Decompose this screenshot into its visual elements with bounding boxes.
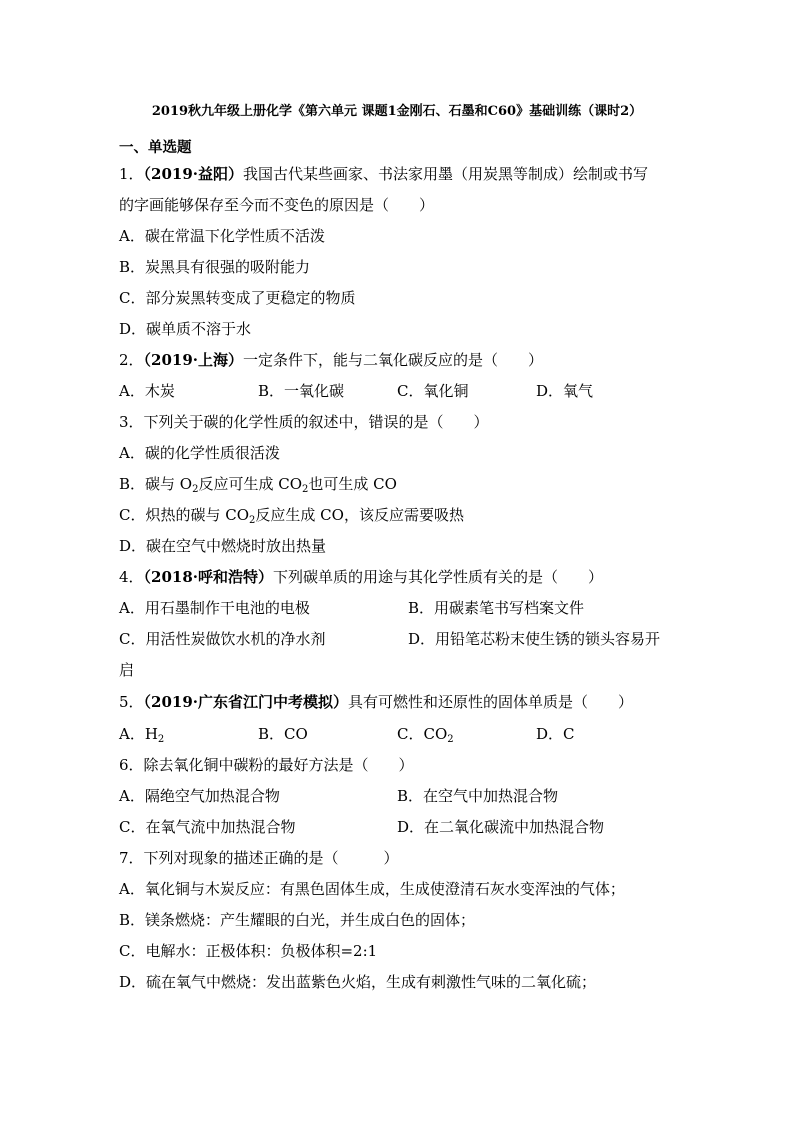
q4-option-c: C．用活性炭做饮水机的净水剂 [119,630,326,648]
q7-option-d: D．硫在氧气中燃烧：发出蓝紫色火焰，生成有刺激性气味的二氧化硫； [119,973,597,991]
question-3-stem: 3．下列关于碳的化学性质的叙述中，错误的是（ ） [119,413,489,431]
question-number: 2． [119,351,144,369]
q6-option-a: A．隔绝空气加热混合物 [119,787,280,805]
question-text: 具有可燃性和还原性的固体单质是（ ） [348,693,634,711]
q3-option-c [119,505,464,525]
question-source: （2019·广东省江门中考模拟） [143,693,349,711]
option-text: 反应可生成 CO [198,475,303,493]
q1-option-a: A．碳在常温下化学性质不活泼 [119,227,325,245]
subscript: 2 [192,484,199,495]
q2-option-c: C．氧化铜 [397,382,469,400]
q7-option-a: A．氧化铜与木炭反应：有黑色固体生成，生成使澄清石灰水变浑浊的气体； [119,880,625,898]
q7-option-c: C．电解水：正极体积：负极体积=2:1 [119,942,378,960]
question-7-stem: 7．下列对现象的描述正确的是（ ） [119,849,399,867]
question-5-stem [119,692,633,712]
question-text: 我国古代某些画家、书法家用墨（用炭黑等制成）绘制或书写 [243,165,649,183]
question-text: 一定条件下，能与二氧化碳反应的是（ ） [243,351,544,369]
option-text: 也可生成 CO [308,475,397,493]
question-number: 5． [119,693,144,711]
q3-option-b [119,474,397,494]
question-1-stem [119,164,648,184]
question-text: 下列碳单质的用途与其化学性质有关的是（ ） [273,568,604,586]
q5-option-b: B．CO [258,725,308,743]
option-text: B．碳与 O [119,475,193,493]
subscript: 2 [249,515,256,526]
question-source: （2018·呼和浩特） [143,568,274,586]
q7-option-b: B．镁条燃烧：产生耀眼的白光，并生成白色的固体； [119,911,476,929]
q6-option-d: D．在二氧化碳流中加热混合物 [397,818,605,836]
option-text: 反应生成 CO，该反应需要吸热 [255,506,464,524]
option-text: C．炽热的碳与 CO [119,506,250,524]
page-title: 2019秋九年级上册化学《第六单元 课题1金刚石、石墨和C60》基础训练（课时2） [151,104,643,119]
subscript: 2 [157,734,165,745]
q5-option-c [397,724,454,744]
option-text: C．CO [397,725,448,743]
q5-option-a [119,724,164,744]
q4-option-a: A．用石墨制作干电池的电极 [119,599,310,617]
q1-option-d: D．碳单质不溶于水 [119,320,252,338]
question-source: （2019·益阳） [143,165,244,183]
q5-option-d: D．C [536,725,575,743]
q6-option-b: B．在空气中加热混合物 [397,787,559,805]
question-4-stem [119,567,603,587]
option-text: A．H [119,725,158,743]
q2-option-a: A．木炭 [119,382,175,400]
question-6-stem: 6．除去氧化铜中碳粉的最好方法是（ ） [119,756,414,774]
q4-option-d-continued: 启 [119,661,135,679]
subscript: 2 [302,484,309,495]
q1-option-b: B．炭黑具有很强的吸附能力 [119,258,311,276]
q2-option-b: B．一氧化碳 [258,382,345,400]
question-number: 4． [119,568,144,586]
section-heading: 一、单选题 [119,139,192,156]
question-2-stem [119,350,543,370]
q6-option-c: C．在氧气流中加热混合物 [119,818,296,836]
question-number: 1． [119,165,144,183]
subscript: 2 [447,734,454,745]
question-source: （2019·上海） [143,351,244,369]
q4-option-d: D．用铅笔芯粉末使生锈的锁头容易开 [408,630,661,648]
q3-option-a: A．碳的化学性质很活泼 [119,444,280,462]
question-1-stem-continued: 的字画能够保存至今而不变色的原因是（ ） [119,196,435,214]
q3-option-d: D．碳在空气中燃烧时放出热量 [119,537,327,555]
q2-option-d: D．氧气 [536,382,594,400]
q4-option-b: B．用碳素笔书写档案文件 [408,599,585,617]
q1-option-c: C．部分炭黑转变成了更稳定的物质 [119,289,356,307]
